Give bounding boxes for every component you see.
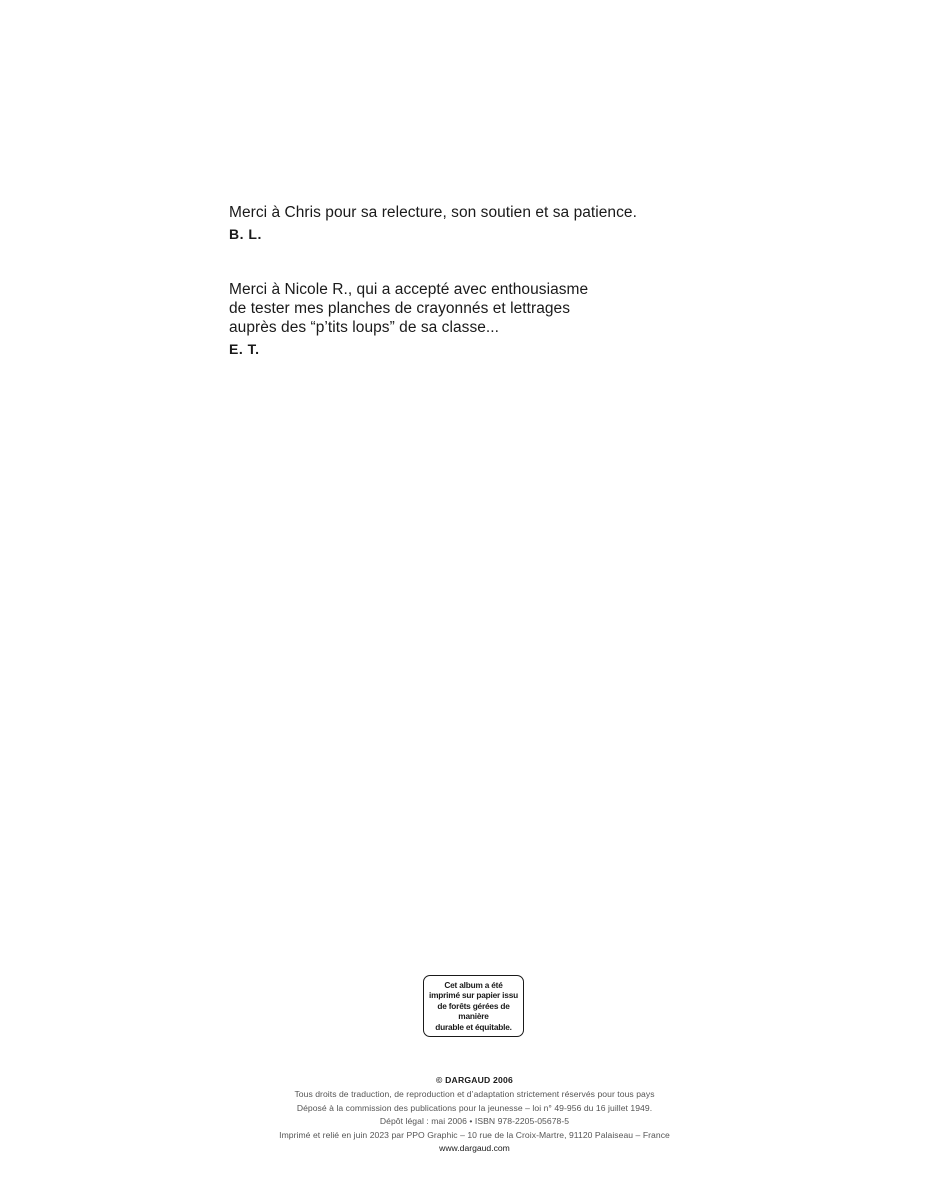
acknowledgement-text: Merci à Nicole R., qui a accepté avec enthousiasme <box>229 281 589 298</box>
acknowledgement-nicole <box>229 280 789 359</box>
acknowledgement-text: auprès des “p’tits loups” de sa classe... <box>229 319 499 336</box>
eco-label-line: manière <box>458 1011 489 1022</box>
eco-paper-label <box>423 975 524 1037</box>
acknowledgement-text: Merci à Chris pour sa relecture, son soutien et sa patience. <box>229 204 637 221</box>
publisher-website: www.dargaud.com <box>439 1143 510 1153</box>
legal-notice-line: Tous droits de traduction, de reproduction et d’adaptation strictement réservés pour tous pays <box>294 1089 655 1099</box>
colophon <box>200 1074 749 1155</box>
eco-label-line: de forêts gérées de <box>437 1000 510 1011</box>
acknowledgement-signature: B. L. <box>229 226 262 242</box>
eco-label-line: imprimé sur papier issu <box>428 990 518 1001</box>
copyright-notice: © DARGAUD 2006 <box>436 1075 513 1085</box>
legal-notice-line: Imprimé et relié en juin 2023 par PPO Graphic – 10 rue de la Croix-Martre, 91120 Palaiseau – France <box>279 1129 670 1140</box>
legal-notice-line: Dépôt légal : mai 2006 • ISBN 978-2205-05678-5 <box>379 1116 570 1126</box>
legal-notice-line: Déposé à la commission des publications pour la jeunesse – loi n° 49-956 du 16 juillet 1949. <box>296 1102 653 1113</box>
acknowledgement-text: de tester mes planches de crayonnés et lettrages <box>229 300 571 317</box>
eco-label-line: Cet album a été <box>444 979 503 990</box>
acknowledgement-chris <box>229 203 789 244</box>
acknowledgement-signature: E. T. <box>229 341 260 357</box>
eco-label-line: durable et équitable. <box>435 1021 512 1032</box>
